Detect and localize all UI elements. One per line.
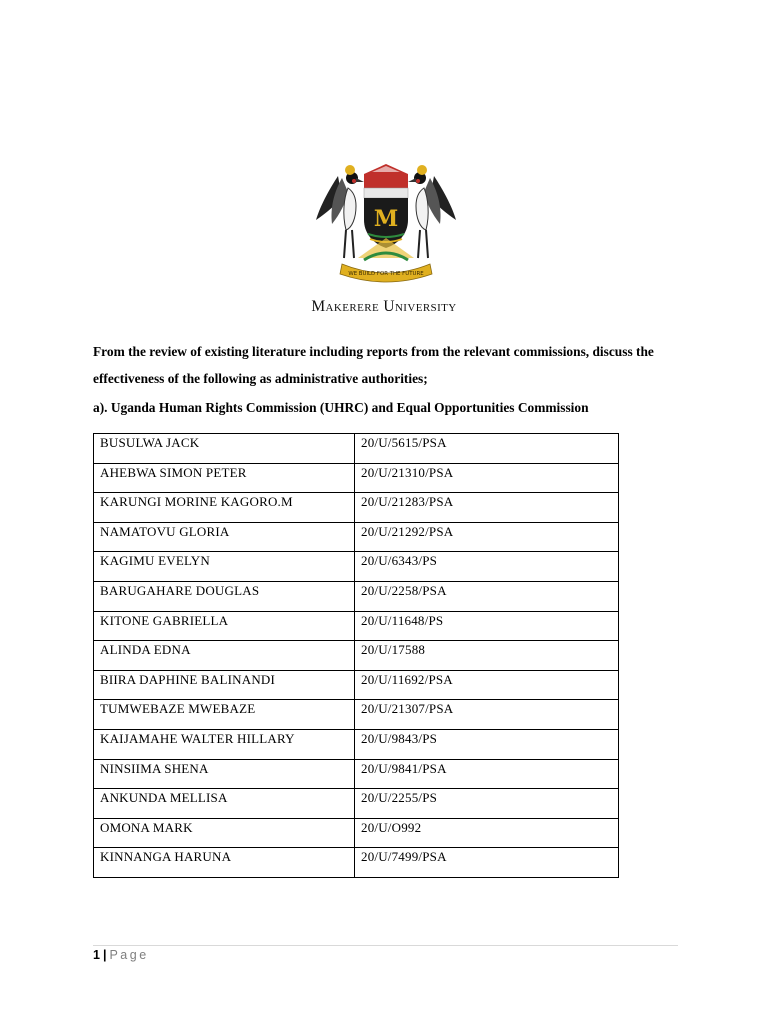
table-row: [94, 611, 619, 641]
page-footer: [93, 948, 149, 962]
member-name: ALINDA EDNA: [94, 641, 355, 671]
member-name: BUSULWA JACK: [94, 434, 355, 464]
svg-text:WE BUILD FOR THE FUTURE: WE BUILD FOR THE FUTURE: [348, 271, 424, 277]
table-row: [94, 789, 619, 819]
registration-number: 20/U/5615/PSA: [355, 434, 619, 464]
table-row: [94, 759, 619, 789]
registration-number: 20/U/21283/PSA: [355, 493, 619, 523]
motto-ribbon: [340, 264, 432, 282]
table-row: [94, 729, 619, 759]
registration-number: 20/U/7499/PSA: [355, 848, 619, 878]
member-name: AHEBWA SIMON PETER: [94, 463, 355, 493]
table-row: [94, 434, 619, 464]
registration-number: 20/U/9843/PS: [355, 729, 619, 759]
question-intro: From the review of existing literature including reports from the relevant commissions, discuss the effectiveness of the following as administrative authorities;: [93, 344, 654, 386]
group-members-table: [93, 433, 619, 878]
sun-rays-icon: [358, 238, 414, 260]
registration-number: 20/U/21292/PSA: [355, 522, 619, 552]
member-name: KAIJAMAHE WALTER HILLARY: [94, 729, 355, 759]
table-row: [94, 700, 619, 730]
registration-number: 20/U/9841/PSA: [355, 759, 619, 789]
registration-number: 20/U/2258/PSA: [355, 581, 619, 611]
table-row: [94, 493, 619, 523]
footer-divider: [93, 945, 678, 946]
page-label: Page: [109, 948, 149, 962]
registration-number: 20/U/11692/PSA: [355, 670, 619, 700]
member-name: KAGIMU EVELYN: [94, 552, 355, 582]
registration-number: 20/U/11648/PS: [355, 611, 619, 641]
table-row: [94, 552, 619, 582]
member-name: NAMATOVU GLORIA: [94, 522, 355, 552]
member-name: NINSIIMA SHENA: [94, 759, 355, 789]
university-crest: [308, 158, 464, 288]
table-row: [94, 848, 619, 878]
registration-number: 20/U/21307/PSA: [355, 700, 619, 730]
footer-separator: |: [102, 948, 107, 962]
table-row: [94, 818, 619, 848]
member-name: KITONE GABRIELLA: [94, 611, 355, 641]
member-name: OMONA MARK: [94, 818, 355, 848]
registration-number: 20/U/2255/PS: [355, 789, 619, 819]
table-row: [94, 463, 619, 493]
member-name: KARUNGI MORINE KAGORO.M: [94, 493, 355, 523]
table-row: [94, 581, 619, 611]
registration-number: 20/U/6343/PS: [355, 552, 619, 582]
crest-emblem-icon: [308, 158, 464, 288]
member-name: TUMWEBAZE MWEBAZE: [94, 700, 355, 730]
table-row: [94, 641, 619, 671]
member-name: BIIRA DAPHINE BALINANDI: [94, 670, 355, 700]
right-crane-icon: [408, 165, 456, 258]
left-crane-icon: [316, 165, 364, 258]
shield-icon: [364, 164, 408, 248]
member-name: ANKUNDA MELLISA: [94, 789, 355, 819]
page-number: 1: [93, 948, 100, 962]
table-row: [94, 670, 619, 700]
university-name: Makerere University: [311, 298, 457, 315]
registration-number: 20/U/O992: [355, 818, 619, 848]
registration-number: 20/U/21310/PSA: [355, 463, 619, 493]
member-name: BARUGAHARE DOUGLAS: [94, 581, 355, 611]
table-row: [94, 522, 619, 552]
svg-text:M: M: [373, 206, 399, 232]
member-name: KINNANGA HARUNA: [94, 848, 355, 878]
question-part-a: a). Uganda Human Rights Commission (UHRC) and Equal Opportunities Commission: [93, 400, 589, 415]
registration-number: 20/U/17588: [355, 641, 619, 671]
